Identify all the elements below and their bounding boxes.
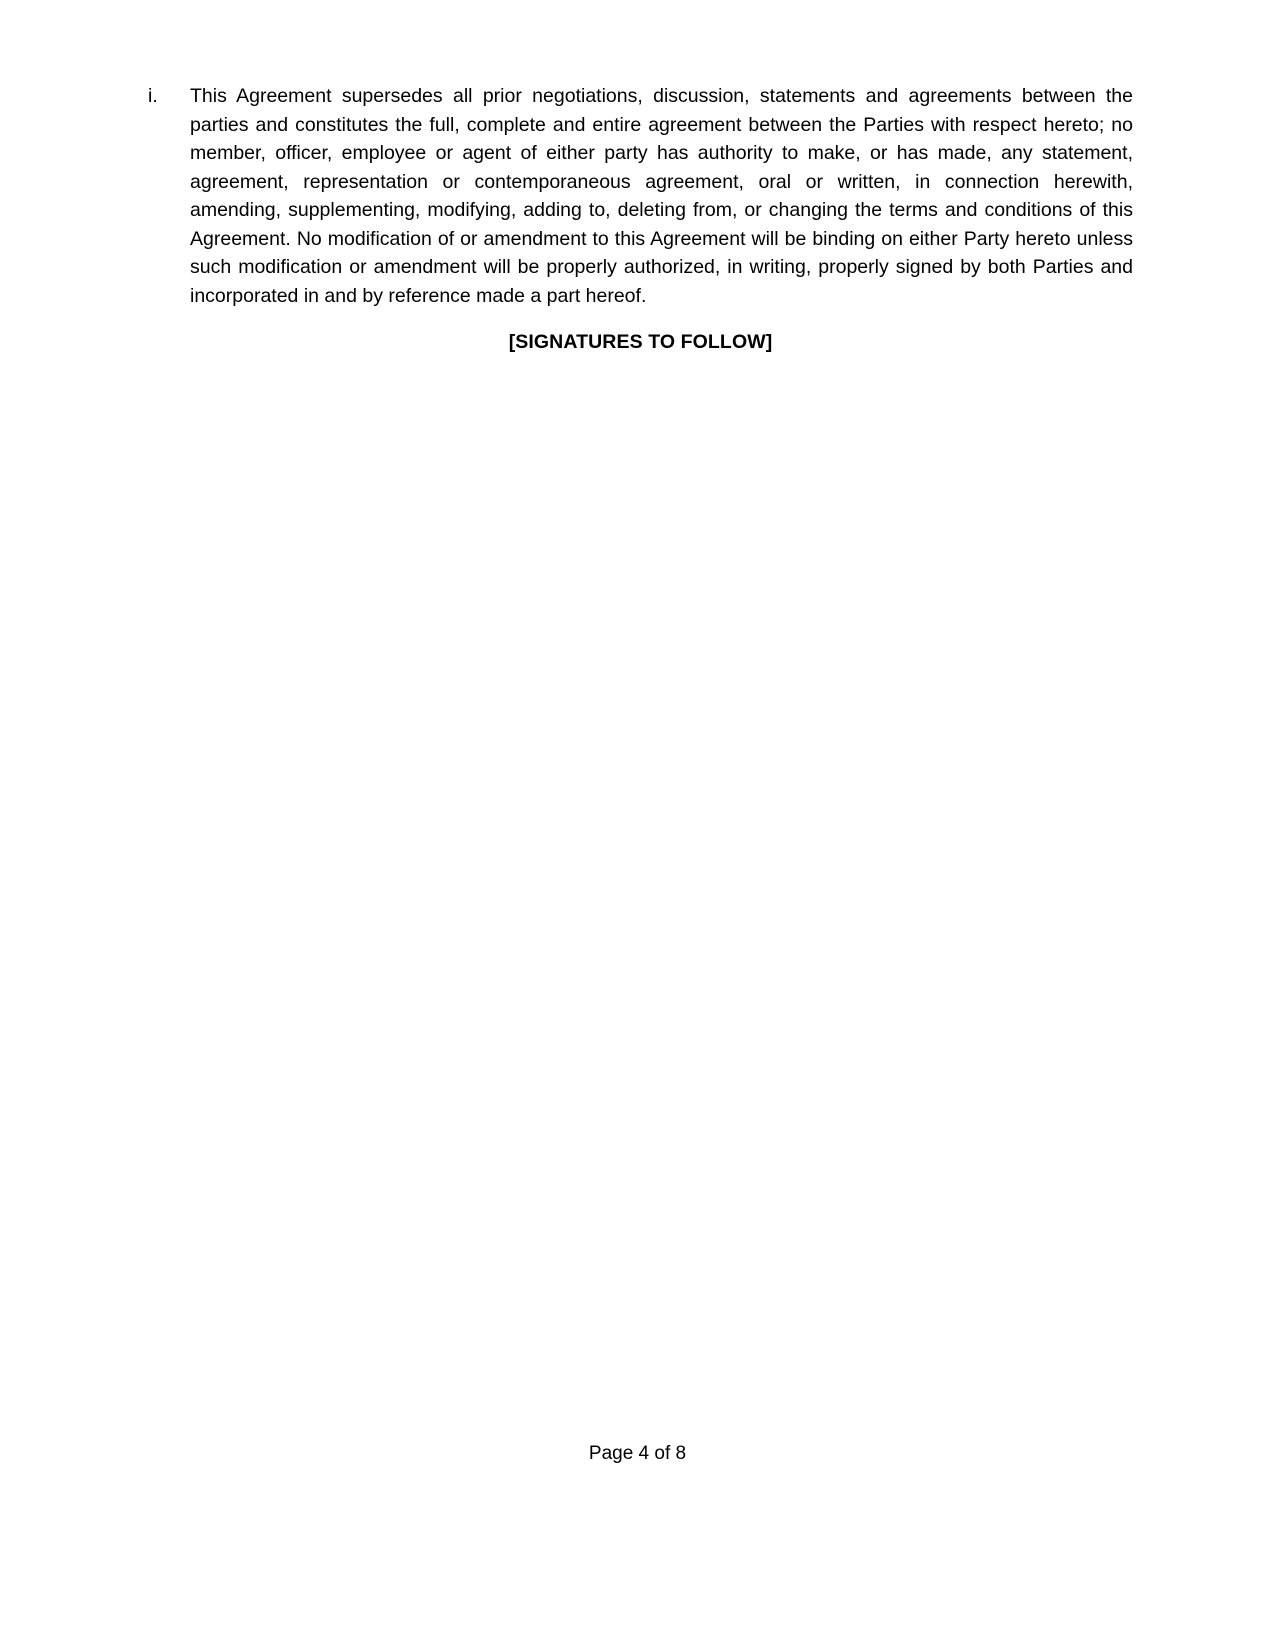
page-footer: Page 4 of 8	[588, 1443, 687, 1464]
clause-marker: i.	[148, 85, 158, 107]
page-content	[148, 82, 1133, 357]
signatures-to-follow-note: [SIGNATURES TO FOLLOW]	[508, 331, 773, 353]
clause-item-i	[148, 82, 1133, 310]
clause-text: This Agreement supersedes all prior negotiations, discussion, statements and agreements between the parties and constitutes the full, complete and entire agreement between the Parties with respect hereto; no member, officer, employee or agent of either party has authority to make, or has made, any statement, agreement, representation or contemporaneous agreement, oral or written, in connection herewith, amending, supplementing, modifying, adding to, deleting from, or changing the terms and conditions of this Agreement. No modification of or amendment to this Agreement will be binding on either Party hereto unless such modification or amendment will be properly authorized, in writing, properly signed by both Parties and incorporated in and by reference made a part hereof.	[190, 85, 1133, 307]
